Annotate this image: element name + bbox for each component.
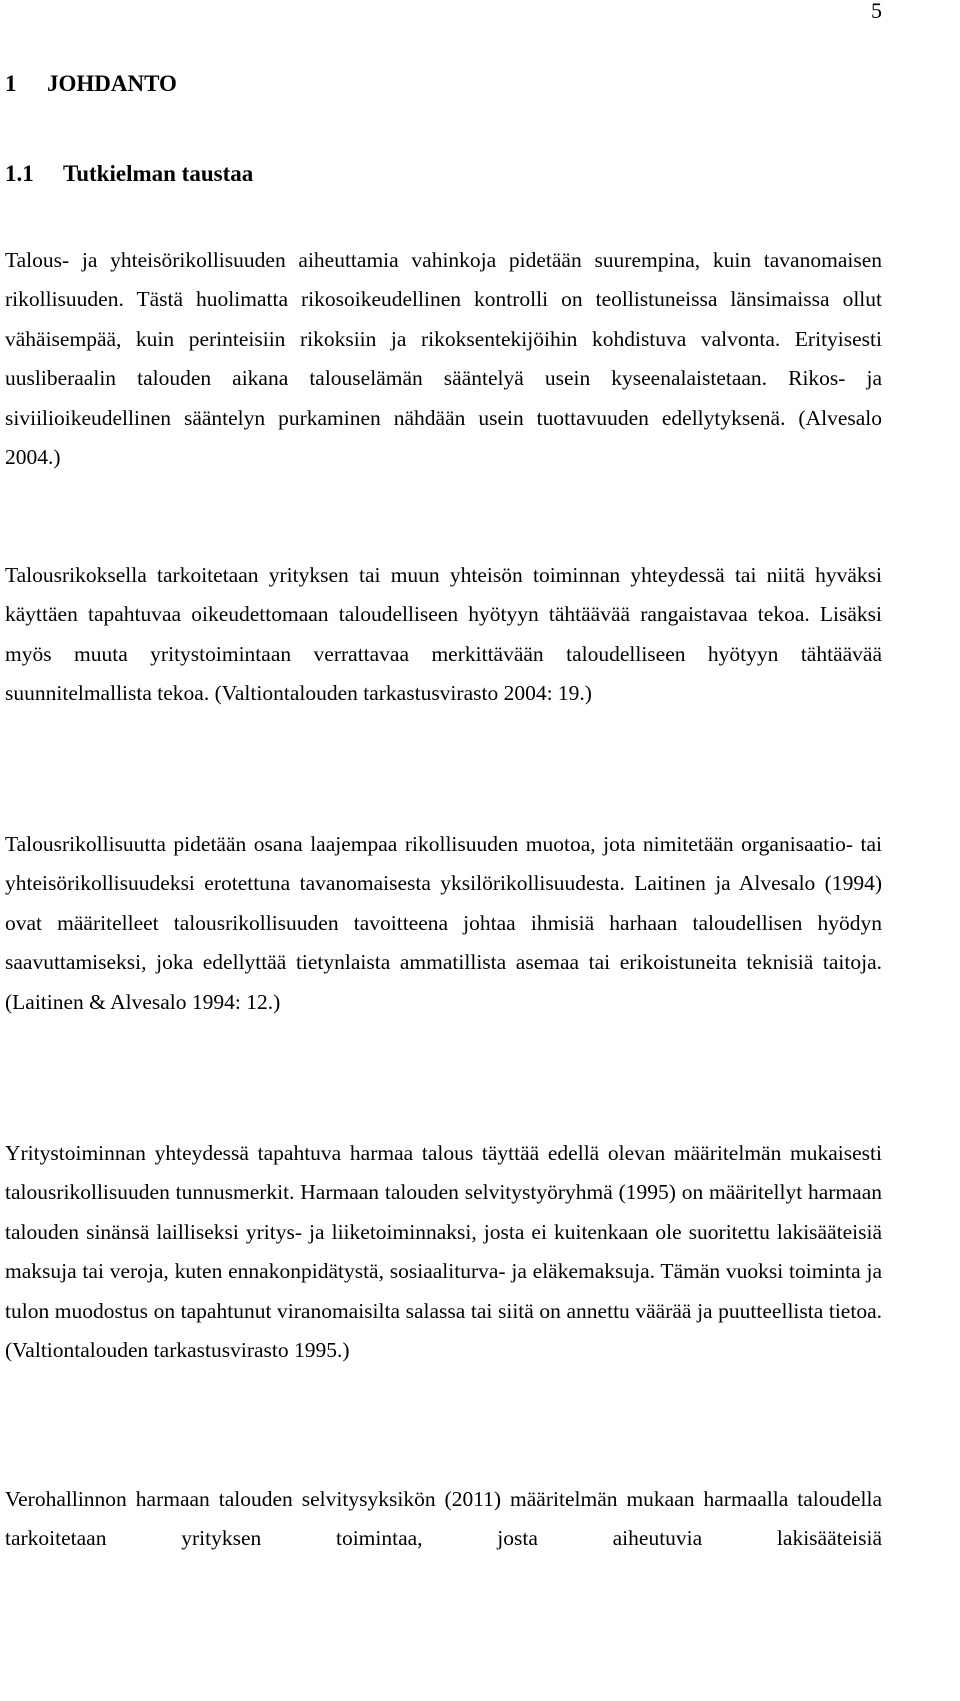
chapter-number: 1 <box>5 71 17 96</box>
paragraph-4: Yritystoiminnan yhteydessä tapahtuva harmaa talous täyttää edellä olevan määritelmän mukaisesti talousrikollisuuden tunnusmerkit. Harmaan talouden selvitystyöryhmä (1995) on määritellyt harmaan talouden sinänsä lailliseksi yritys- ja liiketoiminnaksi, josta ei kuitenkaan ole suoritettu lakisääteisiä maksuja tai veroja, kuten ennakonpidätystä, sosiaaliturva- ja eläkemaksuja. Tämän vuoksi toiminta ja tulon muodostus on tapahtunut viranomaisilta salassa tai siitä on annettu väärää ja puutteellista tietoa. (Valtiontalouden tarkastusvirasto 1995.) <box>5 1141 882 1363</box>
paragraph-5: Verohallinnon harmaan talouden selvitysyksikön (2011) määritelmän mukaan harmaalla taloudella tarkoitetaan yrityksen toimintaa, josta aiheutuvia lakisääteisiä <box>5 1487 882 1551</box>
section-title: Tutkielman taustaa <box>63 161 254 186</box>
section-number: 1.1 <box>5 161 34 186</box>
paragraph-2: Talousrikoksella tarkoitetaan yrityksen tai muun yhteisön toiminnan yhteydessä tai niitä hyväksi käyttäen tapahtuvaa oikeudettomaan taloudelliseen hyötyyn tähtäävää rangaistavaa tekoa. Lisäksi myös muuta yritystoimintaan verrattavaa merkittävään taloudelliseen hyötyyn tähtäävää suunnitelmallista tekoa. (Valtiontalouden tarkastusvirasto 2004: 19.) <box>5 563 882 706</box>
paragraph-3: Talousrikollisuutta pidetään osana laajempaa rikollisuuden muotoa, jota nimitetään organisaatio- tai yhteisörikollisuudeksi erotettuna tavanomaisesta yksilörikollisuudesta. Laitinen ja Alvesalo (1994) ovat määritelleet talousrikollisuuden tavoitteena johtaa ihmisiä harhaan taloudellisen hyödyn saavuttamiseksi, joka edellyttää tietynlaista ammatillista asemaa tai erikoistuneita teknisiä taitoja. (Laitinen & Alvesalo 1994: 12.) <box>5 832 882 1014</box>
section-heading <box>5 160 253 188</box>
page-number: 5 <box>871 0 882 23</box>
paragraph-1: Talous- ja yhteisörikollisuuden aiheuttamia vahinkoja pidetään suurempina, kuin tavanomaisen rikollisuuden. Tästä huolimatta rikosoikeudellinen kontrolli on teollistuneissa länsimaissa ollut vähäisempää, kuin perinteisiin rikoksiin ja rikoksentekijöihin kohdistuva valvonta. Erityisesti uusliberaalin talouden aikana talouselämän sääntelyä usein kyseenalaistetaan. Rikos- ja siviilioikeudellinen sääntelyn purkaminen nähdään usein tuottavuuden edellytyksenä. (Alvesalo 2004.) <box>5 248 882 470</box>
chapter-title: JOHDANTO <box>47 71 177 96</box>
chapter-heading <box>5 70 177 98</box>
